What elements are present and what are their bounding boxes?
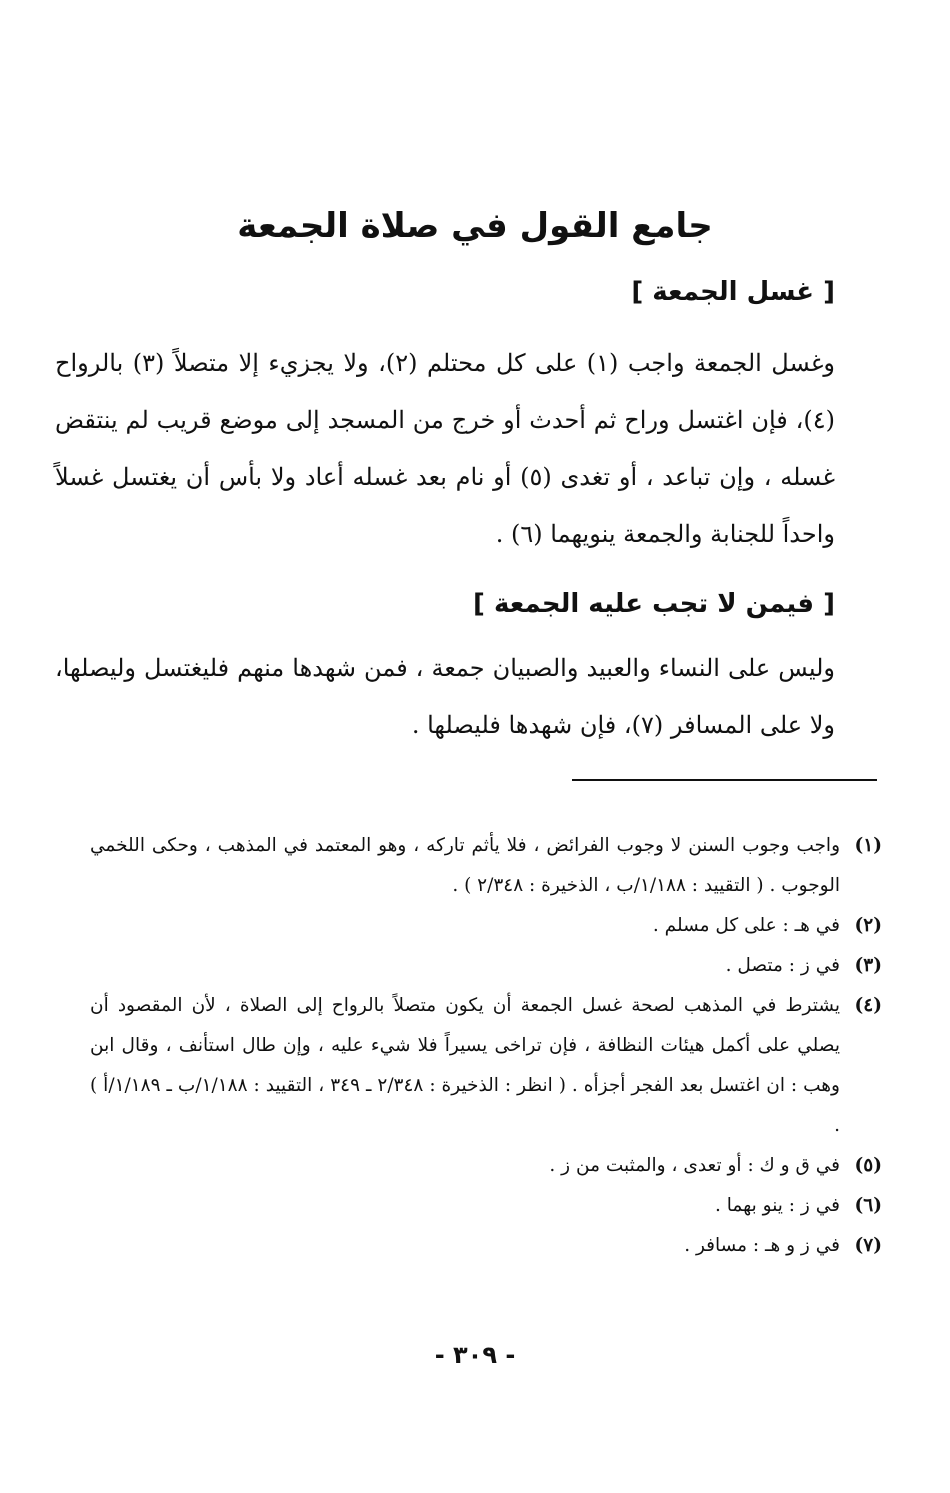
chapter-title: جامع القول في صلاة الجمعة	[237, 206, 713, 246]
footnote-text: واجب وجوب السنن لا وجوب الفرائض ، فلا يأثم تاركه ، وهو المعتمد في المذهب ، وحكى اللخمي الوجوب . ( التقييد : ١/١٨٨/ب ، الذخيرة : ٢/٣٤٨ ) .	[90, 835, 840, 896]
footnote-number: (٢)	[854, 915, 882, 936]
section-heading-exempt-from-friday: [ فيمن لا تجب عليه الجمعة ]	[473, 589, 835, 619]
footnote-text: يشترط في المذهب لصحة غسل الجمعة أن يكون متصلاً بالرواح إلى الصلاة ، لأن المقصود أن يصلي على أكمل هيئات النظافة ، فإن تراخى يسيراً فلا شيء عليه ، وإن طال استأنف ، وقال ابن وهب : ان اغتسل بعد الفجر أجزأه . ( انظر : الذخيرة : ٢/٣٤٨ ـ ٣٤٩ ، التقييد : ١/١٨٨/ب ـ ١/١٨٩/أ ) .	[90, 995, 840, 1136]
footnote-number: (٧)	[854, 1235, 882, 1256]
footnote-text: في ز : ينو بهما .	[714, 1195, 840, 1216]
footnote-separator	[572, 779, 877, 781]
footnote-item	[90, 986, 882, 1146]
footnote-text: في ز و هـ : مسافر .	[684, 1235, 840, 1256]
footnote-number: (١)	[854, 835, 882, 856]
footnote-number: (٥)	[854, 1155, 882, 1176]
footnotes-list	[90, 826, 882, 1266]
paragraph-exempt-from-friday: وليس على النساء والعبيد والصبيان جمعة ، فمن شهدها منهم فليغتسل وليصلها، ولا على المسافر (٧)، فإن شهدها فليصلها .	[55, 654, 835, 739]
paragraph-friday-bath: وغسل الجمعة واجب (١) على كل محتلم (٢)، ولا يجزيء إلا متصلاً (٣) بالرواح (٤)، فإن اغتسل وراح ثم أحدث أو خرج من المسجد إلى موضع قريب لم ينتقض غسله ، وإن تباعد ، أو تغدى (٥) أو نام بعد غسله أعاد ولا بأس أن يغتسل غسلاً واحداً للجنابة والجمعة ينويهما (٦) .	[55, 349, 836, 548]
footnote-item	[90, 946, 882, 986]
footnote-item	[90, 826, 882, 906]
section-heading-friday-bath: [ غسل الجمعة ]	[631, 277, 835, 307]
footnote-item	[90, 1226, 882, 1266]
footnote-text: في ز : متصل .	[725, 955, 840, 976]
footnote-item	[90, 906, 882, 946]
footnote-number: (٣)	[854, 955, 882, 976]
footnote-item	[90, 1186, 882, 1226]
footnote-number: (٦)	[854, 1195, 882, 1216]
footnote-item	[90, 1146, 882, 1186]
footnote-number: (٤)	[854, 995, 882, 1016]
page-number: - ٣٠٩ -	[434, 1341, 516, 1369]
footnote-text: في ق و ك : أو تعدى ، والمثبت من ز .	[549, 1155, 840, 1176]
footnote-text: في هـ : على كل مسلم .	[652, 915, 840, 936]
